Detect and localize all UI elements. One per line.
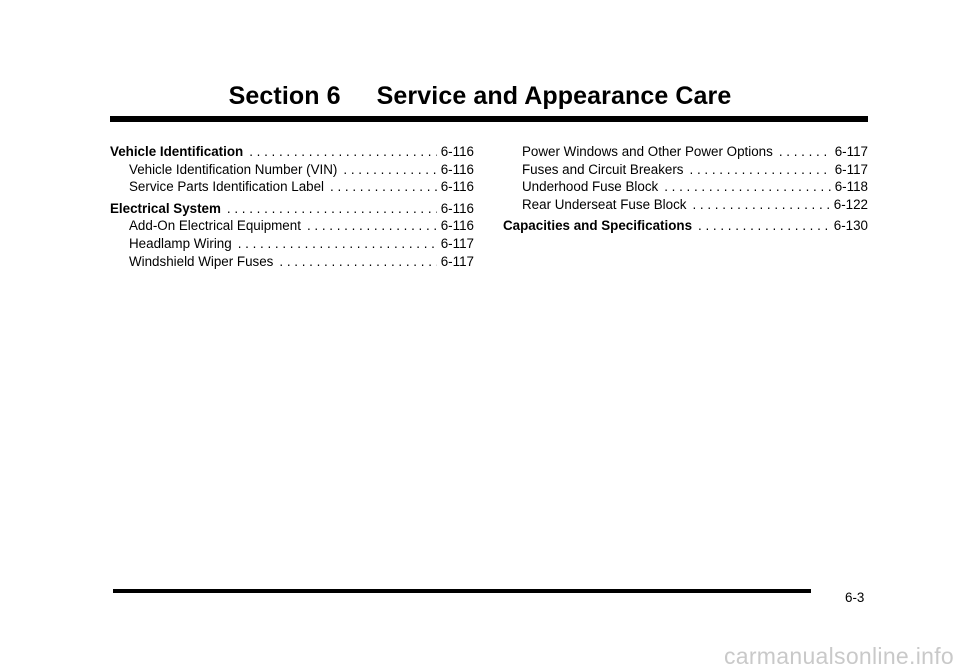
- toc-column-right: [503, 143, 868, 235]
- toc-entry-page: 6-116: [440, 161, 474, 177]
- toc-entry-label: Fuses and Circuit Breakers: [522, 161, 684, 177]
- toc-entry-page: 6-122: [833, 196, 868, 212]
- toc-entry-label: Power Windows and Other Power Options: [522, 144, 773, 159]
- toc-entry-service-parts-label[interactable]: [110, 178, 474, 196]
- leader-dots: [279, 253, 436, 271]
- toc-entry-page: 6-130: [833, 218, 868, 234]
- toc-entry-underhood-fuse-block[interactable]: [503, 178, 868, 196]
- leader-dots: [698, 217, 830, 235]
- toc-entry-label: Underhood Fuse Block: [522, 179, 659, 195]
- toc-entry-label: Vehicle Identification: [110, 144, 244, 159]
- leader-dots: [249, 143, 437, 161]
- leader-dots: [238, 235, 437, 253]
- toc-entry-label: Capacities and Specifications: [503, 218, 693, 234]
- leader-dots: [690, 161, 831, 179]
- toc-entry-label: Windshield Wiper Fuses: [129, 253, 274, 269]
- toc-entry-label: Electrical System: [110, 200, 221, 216]
- toc-entry-page: 6-116: [440, 200, 474, 216]
- toc-entry-page: 6-116: [440, 179, 474, 195]
- toc-entry-page: 6-118: [834, 179, 868, 195]
- toc-entry-windshield-wiper-fuses[interactable]: [110, 253, 474, 271]
- leader-dots: [779, 143, 831, 161]
- toc-entry-label: Rear Underseat Fuse Block: [522, 196, 687, 212]
- toc-entry-headlamp-wiring[interactable]: [110, 235, 474, 253]
- toc-entry-page: 6-116: [440, 144, 474, 159]
- toc-entry-page: 6-117: [440, 235, 474, 251]
- leader-dots: [664, 178, 831, 196]
- toc-entry-fuses-circuit-breakers[interactable]: [503, 161, 868, 179]
- toc-entry-vehicle-identification[interactable]: [110, 143, 474, 161]
- toc-entry-page: 6-117: [834, 161, 868, 177]
- leader-dots: [343, 161, 436, 179]
- toc-entry-page: 6-117: [440, 253, 474, 269]
- page-title: [0, 82, 960, 111]
- toc-entry-electrical-system[interactable]: [110, 200, 474, 218]
- toc-entry-label: Vehicle Identification Number (VIN): [129, 161, 338, 177]
- footer-rule: [113, 589, 811, 593]
- toc-entry-page: 6-117: [834, 144, 868, 159]
- title-rule: [110, 116, 868, 122]
- page-number: 6-3: [845, 590, 865, 605]
- toc-column-left: [110, 143, 474, 270]
- section-title: Service and Appearance Care: [376, 82, 732, 110]
- leader-dots: [330, 178, 437, 196]
- toc-entry-label: Headlamp Wiring: [129, 235, 232, 251]
- toc-entry-add-on-electrical[interactable]: [110, 217, 474, 235]
- leader-dots: [307, 217, 437, 235]
- toc-entry-power-windows[interactable]: [503, 143, 868, 161]
- toc-entry-vin[interactable]: [110, 161, 474, 179]
- leader-dots: [692, 196, 829, 214]
- toc-entry-label: Add-On Electrical Equipment: [129, 218, 301, 234]
- watermark: carmanualsonline.info: [723, 643, 954, 669]
- leader-dots: [227, 200, 437, 218]
- toc-entry-page: 6-116: [440, 218, 474, 234]
- toc-entry-rear-underseat-fuse-block[interactable]: [503, 196, 868, 214]
- section-number: Section 6: [228, 82, 341, 110]
- toc-entry-label: Service Parts Identification Label: [129, 179, 325, 195]
- toc-entry-capacities-specifications[interactable]: [503, 217, 868, 235]
